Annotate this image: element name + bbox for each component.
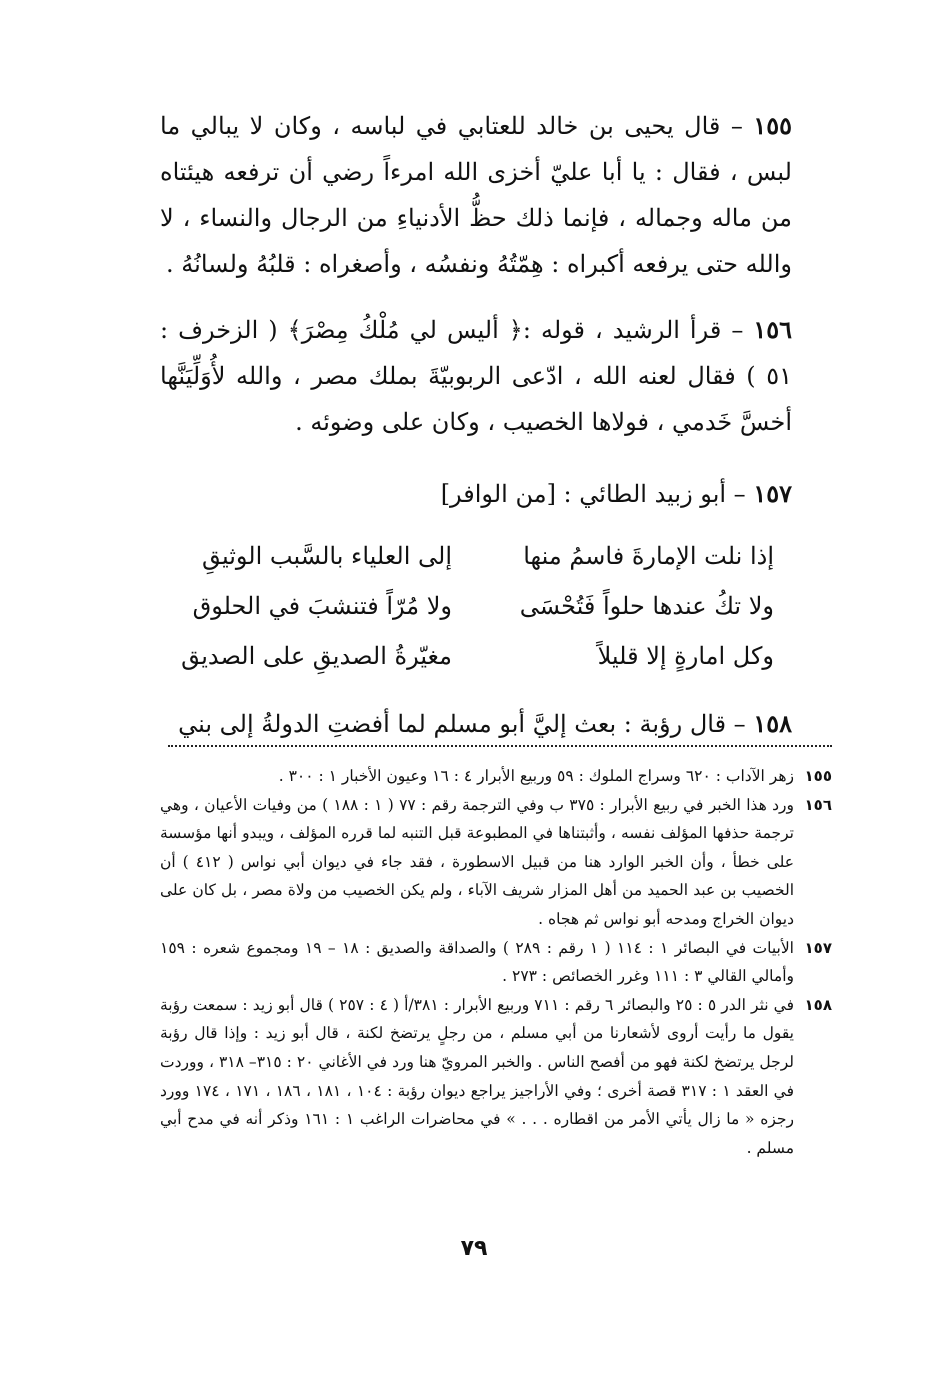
poem-line [160, 631, 774, 681]
first-hemistich: إذا نلت الإمارةَ فاسمُ منها [523, 542, 774, 570]
first-hemistich: ولا تكُ عندها حلواً فَتُحْسَى [519, 592, 774, 620]
second-hemistich: ولا مُرّاً فتنشبَ في الحلوق [192, 592, 452, 620]
footnote-text: الأبيات في البصائر ١ : ١١٤ ( ١ رقم : ٢٨٩ ) والصداقة والصديق : ١٨ – ١٩ ومجموع شعره : ١٥٩ وأمالي القالي ٣ : ١١١ وغرر الخصائص : ٢٧٣ . [160, 938, 794, 986]
entry-text: – أبو زبيد الطائي : [من الوافر] [440, 480, 746, 508]
footnote-number: ١٥٦ [804, 795, 832, 814]
second-hemistich: إلى العلياء بالسَّبب الوثيقِ [201, 542, 452, 570]
footnote-text: ورد هذا الخبر في ربيع الأبرار : ٣٧٥ ب وفي الترجمة رقم : ٧٧ ( ١ : ١٨٨ ) من وفيات الأعيان ، وهي ترجمة حذفها المؤلف نفسه ، وأثبتناها في المطبوعة قبل التنبه لما قرره المؤلف ، ويبدو أنها مؤسسة على خطأ ، وأن الخبر الوارد هنا من قبيل الاسطورة ، فقد جاء في ديوان أبي نواس ( ٤١٢ ) أن الخصيب بن عبد الحميد من أهل المزار شريف الآباء ، ولم يكن الخصيب من ولاة مصر ، بل كان على ديوان الخراج ومدحه أبو نواس ثم هجاه . [160, 795, 794, 928]
paragraph-gap [160, 287, 792, 307]
entry-155 [160, 103, 792, 287]
entry-text: – قال رؤبة : بعث إليَّ أبو مسلم لما أفضتِ الدولةُ إلى بني [178, 710, 746, 738]
footnote-number: ١٥٨ [804, 995, 832, 1014]
main-text [160, 103, 792, 747]
entry-157 [160, 471, 792, 517]
entry-number: ١٥٧ [753, 479, 792, 508]
poem-line [160, 531, 774, 581]
first-hemistich: وكل امارةٍ إلا قليلاً [597, 642, 774, 670]
entry-text: – قال يحيى بن خالد للعتابي في لباسه ، وكان لا يبالي ما لبس ، فقال : يا أبا عليّ أخزى الله امرءاً رضي أن ترفعه هيئتاه من ماله وجماله ، فإنما ذلك حظُّ الأدنياءِ من الرجال والنساء ، لا والله حتى يرفعه أكبراه : هِمّتُهُ ونفسُه ، وأصغراه : قلبُهُ ولسانُهُ . [160, 112, 792, 278]
footnote-number: ١٥٥ [804, 767, 832, 785]
entry-number: ١٥٥ [753, 111, 792, 140]
entry-text: – قرأ الرشيد ، قوله :﴿ أليس لي مُلْكُ مِصْرَ﴾ ( الزخرف : ٥١ ) فقال لعنه الله ، ادّعى الربوبيّةَ بملك مصر ، والله لأُوَلِّيَنَّها أخسَّ خَدمي ، فولاها الخصيب ، وكان على وضوئه . [160, 316, 792, 436]
footnote [160, 791, 832, 934]
second-hemistich: مغيّرةُ الصديقِ على الصديق [181, 642, 452, 670]
footnote-separator [168, 745, 832, 747]
page-number: ٧٩ [460, 1236, 488, 1261]
footnote-number: ١٥٧ [804, 938, 832, 957]
footnote-text: في نثر الدر ٥ : ٢٥ والبصائر ٦ رقم : ٧١١ وربيع الأبرار : ٣٨١/أ ( ٤ : ٢٥٧ ) قال أبو زيد : سمعت رؤبة يقول ما رأيت أروى لأشعارنا من أبي مسلم ، من رجلٍ يرتضخ لكنة ، قال أبو زيد : وإذا قال رؤبة لرجل يرتضخ لكنة فهو من أفصح الناس . والخبر المرويّ هنا ورد في الأغاني ٢٠ : ٣١٥– ٣١٨ ، ووردت في العقد ١ : ٣١٧ قصة أخرى ؛ وفي الأراجيز يراجع ديوان رؤبة : ١٠٤ ، ١٨١ ، ١٨٦ ، ١٧١ ، ١٧٤ وورد رجزه « ما زال يأتي الأمر من اقطاره . . . » في محاضرات الراغب ١ : ١٦١ وذكر أنه في مدح أبي مسلم . [160, 995, 795, 1157]
entry-number: ١٥٦ [753, 315, 792, 344]
paragraph-gap [160, 445, 792, 465]
footnote [160, 934, 832, 991]
poem [160, 531, 774, 681]
footnote [160, 762, 832, 791]
entry-number: ١٥٨ [753, 709, 792, 738]
paragraph-gap [160, 681, 792, 701]
entry-158 [160, 701, 792, 747]
entry-156 [160, 307, 792, 445]
footnote-text: زهر الآداب : ٦٢٠ وسراج الملوك : ٥٩ وربيع الأبرار ٤ : ١٦ وعيون الأخبار ١ : ٣٠٠ . [278, 767, 794, 785]
footnotes [160, 762, 832, 1162]
poem-line [160, 581, 774, 631]
footnote [160, 991, 832, 1163]
